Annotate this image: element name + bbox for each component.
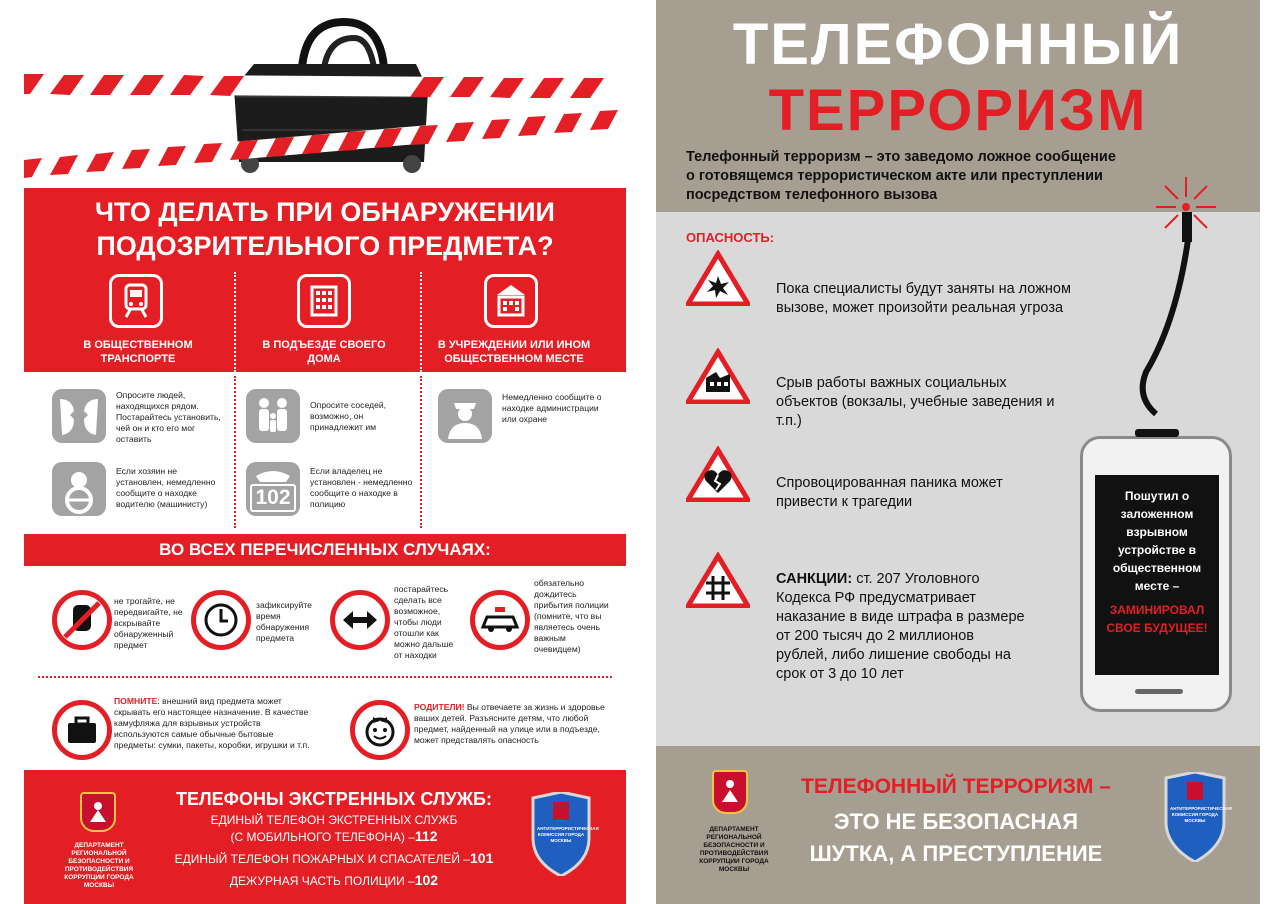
rule-text: зафиксируйте время обнаружения предмета bbox=[256, 600, 312, 643]
advice-text: Опросите соседей, возможно, он принадлежит им bbox=[310, 400, 387, 432]
danger-text: Пока специалисты будут заняты на ложном вызове, может произойти реальная угроза bbox=[776, 281, 1071, 316]
footer-panel bbox=[656, 746, 1260, 904]
arrows-icon bbox=[330, 590, 390, 650]
train-icon bbox=[109, 274, 163, 328]
family-icon bbox=[246, 389, 300, 443]
emergency-line: ЕДИНЫЙ ТЕЛЕФОН ПОЖАРНЫХ И СПАСАТЕЛЕЙ –101 bbox=[174, 850, 494, 866]
no-touch-icon bbox=[52, 590, 112, 650]
column-divider bbox=[420, 376, 422, 528]
footer-line1: ЭТО НЕ БЕЗОПАСНАЯ bbox=[833, 809, 1079, 834]
question-heading-line2: ПОДОЗРИТЕЛЬНОГО ПРЕДМЕТА? bbox=[96, 231, 554, 261]
parents-label: РОДИТЕЛИ! bbox=[414, 702, 465, 712]
question-heading-line1: ЧТО ДЕЛАТЬ ПРИ ОБНАРУЖЕНИИ bbox=[95, 197, 555, 227]
remember-note bbox=[114, 696, 314, 751]
parents-text: Вы отвечаете за жизнь и здоровье ваших детей. Разъясните детям, что любой предмет, найденный на улице или в подъезде, может представлять опасность bbox=[414, 702, 605, 745]
phone-warning: ЗАМИНИРОВАЛ СВОЕ БУДУЩЕЕ! bbox=[1106, 603, 1208, 635]
title-line1: ТЕЛЕФОННЫЙ bbox=[732, 12, 1184, 77]
department-name: ДЕПАРТАМЕНТ РЕГИОНАЛЬНОЙ БЕЗОПАСНОСТИ И ПРОТИВОДЕЙСТВИЯ КОРРУПЦИИ ГОРОДА МОСКВЫ bbox=[64, 842, 134, 889]
building-icon bbox=[297, 274, 351, 328]
driver-icon bbox=[52, 462, 106, 516]
rule-text: постарайтесь сделать все возможное, чтобы люди отошли как можно дальше от находки bbox=[394, 584, 454, 660]
phone-connector bbox=[1135, 429, 1179, 437]
child-face-icon bbox=[350, 700, 410, 760]
clock-icon bbox=[191, 590, 251, 650]
advice-text: Опросите людей, находящихся рядом. Постарайтесь установить, чей он и кто его мог оставить bbox=[116, 390, 221, 444]
commission-shield-icon bbox=[1162, 772, 1232, 862]
definition-term: Телефонный терроризм bbox=[686, 149, 861, 165]
place-label-transport: В ОБЩЕСТВЕННОМ ТРАНСПОРТЕ bbox=[83, 339, 193, 365]
place-label-institution: В УЧРЕЖДЕНИИ ИЛИ ИНОМ ОБЩЕСТВЕННОМ МЕСТЕ bbox=[437, 339, 591, 365]
footer-headline: ТЕЛЕФОННЫЙ ТЕРРОРИЗМ – bbox=[801, 775, 1111, 798]
phone-home-bar bbox=[1135, 689, 1183, 694]
bag-icon bbox=[24, 0, 626, 188]
guard-icon bbox=[438, 389, 492, 443]
briefcase-icon bbox=[52, 700, 112, 760]
emergency-panel bbox=[24, 770, 626, 904]
explosion-icon bbox=[686, 250, 750, 306]
phone-screen bbox=[1095, 475, 1219, 675]
phone-102-label: 102 bbox=[250, 484, 296, 512]
right-poster bbox=[656, 0, 1260, 904]
institution-icon bbox=[484, 274, 538, 328]
emergency-line: ДЕЖУРНАЯ ЧАСТЬ ПОЛИЦИИ –102 bbox=[229, 872, 439, 888]
all-cases-title: ВО ВСЕХ ПЕРЕЧИСЛЕННЫХ СЛУЧАЯХ: bbox=[159, 540, 491, 559]
column-divider bbox=[234, 272, 236, 372]
advice-text: Если владелец не установлен - немедленно сообщите о находке в полицию bbox=[310, 466, 413, 509]
emergency-line: (С МОБИЛЬНОГО ТЕЛЕФОНА) –112 bbox=[230, 828, 438, 844]
danger-label: ОПАСНОСТЬ: bbox=[686, 230, 775, 245]
emergency-title: ТЕЛЕФОНЫ ЭКСТРЕННЫХ СЛУЖБ: bbox=[176, 789, 492, 809]
rule-text: не трогайте, не передвигайте, не вскрывайте обнаруженный предмет bbox=[114, 596, 183, 650]
remember-text: : внешний вид предмета может скрывать его настоящее назначение. В качестве камуфляжа для взрывных устройств используются самые обычные бытовые предметы: сумки, пакеты, коробки, игрушки и т.п. bbox=[114, 696, 310, 750]
left-poster bbox=[24, 0, 626, 904]
dotted-divider bbox=[38, 676, 612, 678]
moscow-emblem-icon bbox=[80, 792, 116, 832]
question-panel bbox=[24, 188, 626, 372]
phone-device bbox=[1080, 436, 1232, 712]
remember-label: ПОМНИТЕ bbox=[114, 696, 158, 706]
danger-text: Спровоцированная паника может привести к трагедии bbox=[776, 475, 1003, 510]
commission-shield-icon bbox=[529, 792, 599, 876]
footer-line2: ШУТКА, А ПРЕСТУПЛЕНИЕ bbox=[809, 841, 1103, 866]
definition bbox=[686, 148, 1126, 205]
department-name: ДЕПАРТАМЕНТ РЕГИОНАЛЬНОЙ БЕЗОПАСНОСТИ И ПРОТИВОДЕЙСТВИЯ КОРРУПЦИИ ГОРОДА МОСКВЫ bbox=[699, 826, 769, 873]
emergency-line: ЕДИНЫЙ ТЕЛЕФОН ЭКСТРЕННЫХ СЛУЖБ bbox=[210, 813, 458, 827]
column-divider bbox=[420, 272, 422, 372]
prison-bars-icon bbox=[686, 552, 750, 608]
shield-caption: АНТИТЕРРОРИСТИЧЕСКАЯ КОМИССИЯ ГОРОДА МОСКВЫ bbox=[537, 826, 599, 843]
phone-cord bbox=[1096, 202, 1236, 432]
police-car-icon bbox=[470, 590, 530, 650]
advice-text: Если хозяин не установлен, немедленно сообщите о находке водителю (машинисту) bbox=[116, 466, 216, 509]
sanctions-text bbox=[776, 570, 1026, 684]
definition-text: – это заведомо ложное сообщение о готовящемся террористическом акте или преступлении посредством телефонного вызова bbox=[686, 149, 1116, 203]
all-cases-band bbox=[24, 534, 626, 566]
damaged-building-icon bbox=[686, 348, 750, 404]
advice-text: Немедленно сообщите о находке администрации или охране bbox=[502, 392, 602, 424]
parents-note bbox=[414, 702, 610, 746]
sanctions-label: САНКЦИИ: bbox=[776, 571, 853, 587]
faces-icon bbox=[52, 389, 106, 443]
phone-message: Пошутил о заложенном взрывном устройстве в общественном месте – bbox=[1112, 489, 1202, 593]
phone-102-icon bbox=[246, 462, 300, 516]
column-divider bbox=[234, 376, 236, 528]
title-line2: ТЕРРОРИЗМ bbox=[768, 78, 1148, 143]
bag-illustration bbox=[24, 0, 626, 188]
broken-heart-icon bbox=[686, 446, 750, 502]
sanctions-body: ст. 207 Уголовного Кодекса РФ предусматривает наказание в виде штрафа в размере от 200 тысяч до 2 миллионов рублей, либо лишение свободы на срок от 3 до 10 лет bbox=[776, 571, 1025, 682]
place-label-entrance: В ПОДЪЕЗДЕ СВОЕГО ДОМА bbox=[262, 339, 386, 365]
shield-caption: АНТИТЕРРОРИСТИЧЕСКАЯ КОМИССИЯ ГОРОДА МОСКВЫ bbox=[1170, 806, 1232, 823]
rule-text: обязательно дождитесь прибытия полиции (помните, что вы являетесь очень важным очевидцем) bbox=[534, 578, 609, 654]
danger-panel bbox=[656, 212, 1260, 746]
moscow-emblem-icon bbox=[712, 770, 748, 814]
danger-text: Срыв работы важных социальных объектов (вокзалы, учебные заведения и т.п.) bbox=[776, 375, 1055, 429]
